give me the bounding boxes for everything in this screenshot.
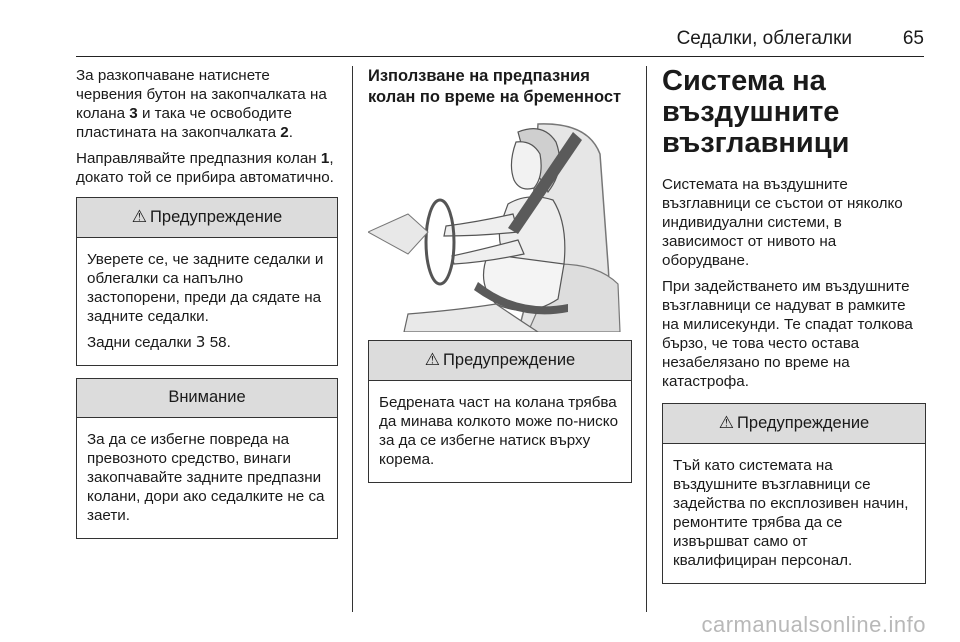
watermark: carmanualsonline.info: [701, 612, 926, 637]
caution-box: [76, 378, 338, 539]
warning-heading: ⚠ Предупреждение: [663, 404, 925, 444]
warning-heading: ⚠ Предупреждение: [369, 341, 631, 381]
unbuckle-paragraph: За разкопчаване натиснете червения бутон на закопчалката на колана 3 и така че освободите пластината на закопчалката 2.: [76, 67, 327, 141]
column-middle: [368, 66, 632, 483]
airbag-intro-paragraph: Системата на въздушните възглавници се състои от няколко индивидуални системи, в зависимост от нивото на оборудване.: [662, 176, 903, 269]
warning-triangle-icon: ⚠: [718, 413, 735, 432]
column-left: [76, 66, 338, 539]
airbag-section-title: Система на въздушните възглавници: [662, 65, 850, 159]
running-header-title: Седалки, облегалки: [676, 28, 852, 49]
warning-heading: ⚠ Предупреждение: [77, 198, 337, 238]
warning-triangle-icon: ⚠: [424, 350, 441, 369]
warning-box-airbag: [662, 403, 926, 584]
warning-box-pregnancy: [368, 340, 632, 483]
caution-heading: Внимание: [77, 379, 337, 418]
airbag-deploy-paragraph: При задействането им въздушните възглавници се надуват в рамките на милисекунди. Те спадат толкова бързо, че това често остава незабелязано по време на катастрофа.: [662, 278, 913, 390]
column-right: [662, 66, 926, 584]
reference-arrow-icon: 3: [195, 333, 206, 351]
header-rule: [76, 56, 924, 57]
page-number: 65: [902, 28, 924, 49]
warning-triangle-icon: ⚠: [131, 207, 148, 226]
caution-text: За да се избегне повреда на превозното средство, винаги закопчавайте задните предпазни колани, дори ако седалките не са заети.: [87, 431, 325, 524]
warning-text: Бедрената част на колана трябва да минава колкото може по-ниско за да се избегне натиск върху корема.: [379, 394, 619, 468]
warning-box-rear-seats: [76, 197, 338, 366]
pregnant-driver-seatbelt-illustration: [368, 114, 632, 332]
cross-reference: Задни седалки 3 58.: [87, 333, 231, 351]
warning-text: Тъй като системата на въздушните възглавници се задейства по експлозивен начин, ремонтите трябва да се извършват само от квалифициран персонал.: [673, 457, 909, 569]
column-separator: [646, 66, 647, 612]
retract-paragraph: Направлявайте предпазния колан 1, докато той се прибира автоматично.: [76, 150, 334, 186]
column-separator: [352, 66, 353, 612]
pregnancy-section-title: Използване на предпазния колан по време на бременност: [368, 67, 622, 106]
warning-text: Уверете се, че задните седалки и облегалки са напълно застопорени, преди да сядате на задните седалки.: [87, 251, 324, 325]
